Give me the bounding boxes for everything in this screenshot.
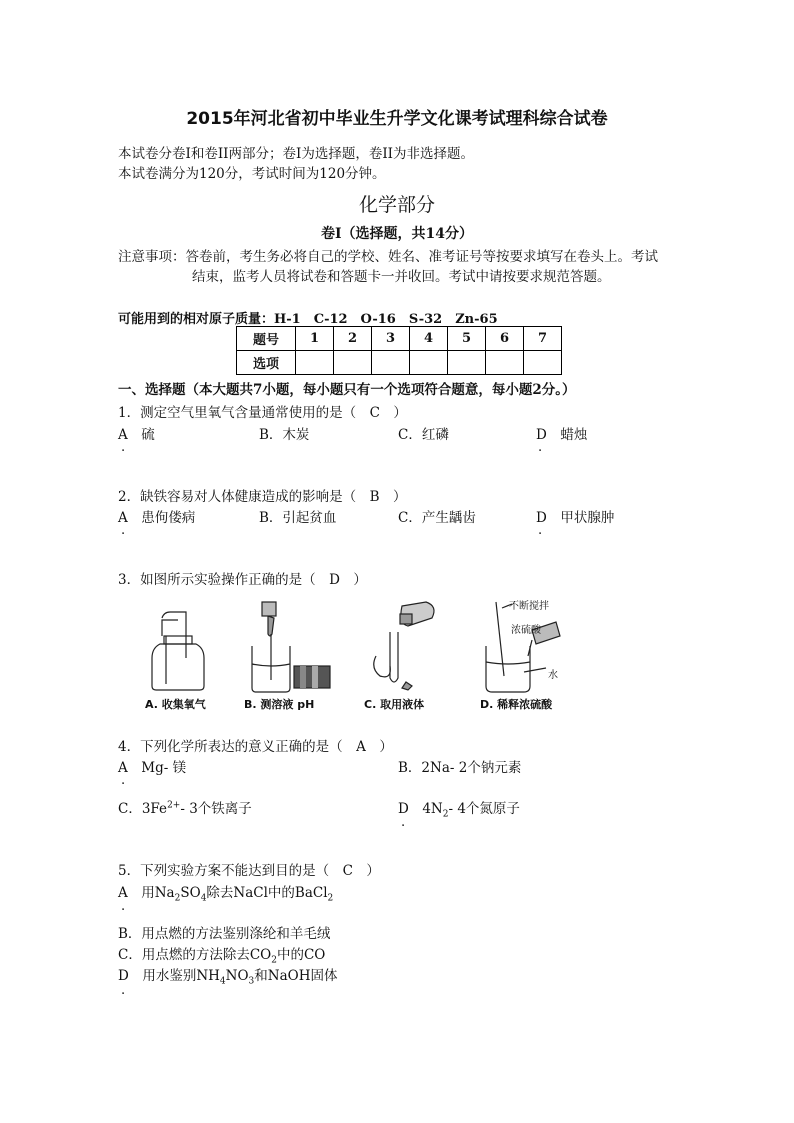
answer-cell[interactable] bbox=[410, 351, 448, 375]
option-text: C．用点燃的方法除去CO bbox=[118, 947, 272, 963]
intro-line-1: 本试卷分卷I和卷II两部分；卷I为选择题，卷II为非选择题。 bbox=[118, 146, 474, 162]
answer-cell[interactable] bbox=[372, 351, 410, 375]
option-text: - 2个钠元素 bbox=[449, 760, 522, 776]
question-5-option-c bbox=[118, 943, 325, 966]
answer-number: 4 bbox=[410, 327, 448, 351]
answer-table bbox=[236, 326, 562, 375]
answer-table-header-row bbox=[237, 327, 562, 351]
subscript: 2 bbox=[442, 809, 449, 820]
dot-mark: . bbox=[401, 815, 406, 830]
answer-table-label: 选项 bbox=[237, 351, 296, 375]
part-title: 一、选择题（本大题共7小题，每小题只有一个选项符合题意，每小题2分。） bbox=[118, 382, 576, 398]
subscript: 2 bbox=[174, 893, 181, 904]
dot-mark: . bbox=[121, 523, 126, 538]
formula: 4N bbox=[422, 801, 443, 817]
figure-d-acid-label: 浓硫酸 bbox=[511, 625, 541, 636]
figure-a-caption: A. 收集氧气 bbox=[145, 698, 206, 711]
option-text: 除去NaCl中的BaCl bbox=[206, 885, 328, 901]
question-5-option-d bbox=[118, 964, 337, 987]
option-letter: D bbox=[398, 801, 423, 817]
page-title: 2015年河北省初中毕业生升学文化课考试理科综合试卷 bbox=[186, 109, 608, 129]
question-2-option-b: B．引起贫血 bbox=[259, 510, 337, 526]
question-3-stem: 3．如图所示实验操作正确的是（ D ） bbox=[118, 572, 367, 588]
question-2-option-d: D 甲状腺肿 bbox=[536, 510, 615, 526]
dot-mark: . bbox=[538, 523, 543, 538]
option-letter: A bbox=[118, 760, 142, 776]
option-text: A 用Na bbox=[118, 885, 175, 901]
intro-line-2: 本试卷满分为120分，考试时间为120分钟。 bbox=[118, 166, 386, 182]
answer-table-label: 题号 bbox=[237, 327, 296, 351]
dot-mark: . bbox=[538, 440, 543, 455]
question-2-option-a: A 患佝偻病 bbox=[118, 510, 196, 526]
question-2-stem: 2．缺铁容易对人体健康造成的影响是（ B ） bbox=[118, 489, 407, 505]
dot-mark: . bbox=[121, 899, 126, 914]
question-4-stem: 4．下列化学所表达的意义正确的是（ A ） bbox=[118, 739, 393, 755]
atomic-masses: 可能用到的相对原子质量：H-1 C-12 O-16 S-32 Zn-65 bbox=[118, 312, 498, 327]
subscript: 3 bbox=[248, 976, 255, 987]
figure-b-caption: B. 测溶液 pH bbox=[244, 698, 315, 711]
question-1-option-a: A 硫 bbox=[118, 427, 155, 443]
answer-table-option-row bbox=[237, 351, 562, 375]
answer-cell[interactable] bbox=[334, 351, 372, 375]
answer-number: 7 bbox=[524, 327, 562, 351]
answer-cell[interactable] bbox=[486, 351, 524, 375]
option-text: - 4个氮原子 bbox=[448, 801, 520, 817]
option-text: 中的CO bbox=[276, 947, 326, 963]
option-text: - 镁 bbox=[163, 760, 187, 776]
notice-line-1: 注意事项：答卷前，考生务必将自己的学校、姓名、准考证号等按要求填写在卷头上。考试 bbox=[118, 249, 658, 265]
answer-number: 1 bbox=[296, 327, 334, 351]
dot-mark: . bbox=[121, 773, 126, 788]
answer-number: 5 bbox=[448, 327, 486, 351]
figure-d-stir-label: 不断搅拌 bbox=[509, 601, 549, 612]
subscript: 4 bbox=[219, 976, 226, 987]
figure-a-gas-bottle bbox=[152, 612, 204, 690]
figure-d-caption: D. 稀释浓硫酸 bbox=[480, 698, 553, 711]
option-text: NO bbox=[225, 968, 249, 984]
notice-line-2: 结束，监考人员将试卷和答题卡一并收回。考试中请按要求规范答题。 bbox=[192, 269, 611, 285]
formula: 3Fe bbox=[141, 801, 168, 817]
question-4-option-b bbox=[398, 756, 521, 776]
option-letter: C． bbox=[118, 801, 142, 817]
question-4-option-c bbox=[118, 797, 252, 817]
answer-cell[interactable] bbox=[524, 351, 562, 375]
question-4-option-d bbox=[398, 797, 520, 820]
option-text: 和NaOH固体 bbox=[254, 968, 338, 984]
subscript: 2 bbox=[271, 955, 277, 966]
question-5-stem: 5．下列实验方案不能达到目的是（ C ） bbox=[118, 863, 380, 879]
answer-number: 2 bbox=[334, 327, 372, 351]
answer-cell[interactable] bbox=[448, 351, 486, 375]
question-1-stem: 1．测定空气里氧气含量通常使用的是（ C ） bbox=[118, 405, 407, 421]
figure-c-pouring-liquid bbox=[374, 602, 434, 690]
figure-c-caption: C. 取用液体 bbox=[364, 698, 425, 711]
formula: Mg bbox=[141, 760, 164, 776]
option-text: D 用水鉴别NH bbox=[118, 968, 220, 984]
subscript: 4 bbox=[200, 893, 207, 904]
question-1-option-d: D 蜡烛 bbox=[536, 427, 588, 443]
section-title: 化学部分 bbox=[358, 194, 435, 216]
figure-d-water-label: 水 bbox=[548, 670, 558, 681]
option-letter: B． bbox=[398, 760, 422, 776]
question-5-option-b: B．用点燃的方法鉴别涤纶和羊毛绒 bbox=[118, 926, 331, 942]
answer-cell[interactable] bbox=[296, 351, 334, 375]
figure-b-ph-test bbox=[252, 602, 330, 692]
question-5-option-a bbox=[118, 881, 333, 904]
charge-superscript: 2+ bbox=[167, 800, 181, 811]
volume-title: 卷Ⅰ（选择题，共14分） bbox=[320, 226, 474, 242]
question-1-option-b: B．木炭 bbox=[259, 427, 310, 443]
formula: 2Na bbox=[421, 760, 450, 776]
dot-mark: . bbox=[121, 440, 126, 455]
answer-number: 6 bbox=[486, 327, 524, 351]
option-text: SO bbox=[180, 885, 201, 901]
subscript: 2 bbox=[327, 893, 334, 904]
option-text: - 3个铁离子 bbox=[180, 801, 252, 817]
question-4-option-a bbox=[118, 756, 186, 776]
question-1-option-c: C．红磷 bbox=[398, 427, 449, 443]
dot-mark: . bbox=[121, 983, 126, 998]
question-2-option-c: C．产生龋齿 bbox=[398, 510, 476, 526]
answer-number: 3 bbox=[372, 327, 410, 351]
